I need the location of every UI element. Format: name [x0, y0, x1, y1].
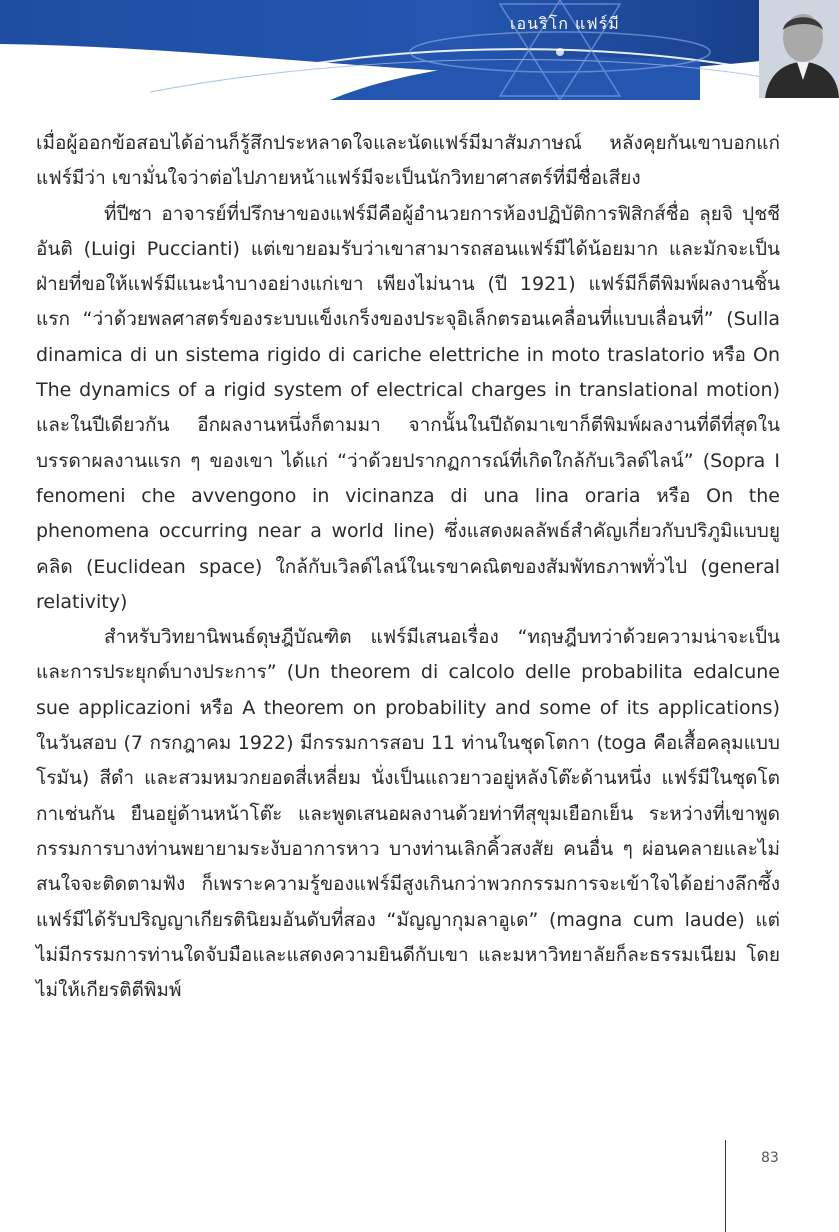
- paragraph: ที่ปีซา อาจารย์ที่ปรึกษาของแฟร์มีคือผู้อำนวยการห้องปฏิบัติการฟิสิกส์ชื่อ ลุยจิ ปุชชีอันติ (Luigi Puccianti) แต่เขายอมรับว่าเขาสามารถสอนแฟร์มีได้น้อยมาก และมักจะเป็นฝ่ายที่ขอให้แฟร์มีแนะนำบางอย่างแก่เขา เพียงไม่นาน (ปี 1921) แฟร์มีก็ตีพิมพ์ผลงานชิ้นแรก “ว่าด้วยพลศาสตร์ของระบบแข็งเกร็งของประจุอิเล็กตรอนเคลื่อนที่แบบเลื่อนที่” (Sulla dinamica di un sistema rigido di cariche elettriche in moto traslatorio หรือ On The dynamics of a rigid system of electrical charges in translational motion) และในปีเดียวกัน อีกผลงานหนึ่งก็ตามมา จากนั้นในปีถัดมาเขาก็ตีพิมพ์ผลงานที่ดีที่สุดในบรรดาผลงานแรก ๆ ของเขา ได้แก่ “ว่าด้วยปรากฏการณ์ที่เกิดใกล้กับเวิลด์ไลน์” (Sopra I fenomeni che avvengono in vicinanza di una lina oraria หรือ On the phenomena occurring near a world line) ซึ่งแสดงผลลัพธ์สำคัญเกี่ยวกับปริภูมิแบบยูคลิด (Euclidean space) ใกล้กับเวิลด์ไลน์ในเรขาคณิตของสัมพัทธภาพทั่วไป (general relativity): [36, 202, 780, 613]
- chapter-title: เอนริโก แฟร์มี: [510, 14, 620, 33]
- footer-divider: [725, 1140, 726, 1232]
- page-number: 83: [761, 1150, 779, 1166]
- paragraph: เมื่อผู้ออกข้อสอบได้อ่านก็รู้สึกประหลาดใจและนัดแฟร์มีมาสัมภาษณ์ หลังคุยกันเขาบอกแก่แฟร์มีว่า เขามั่นใจว่าต่อไปภายหน้าแฟร์มีจะเป็นนักวิทยาศาสตร์ที่มีชื่อเสียง: [36, 132, 780, 190]
- portrait-photo-icon: [759, 0, 839, 98]
- body-text: [36, 126, 780, 1008]
- atom-banner-graphic: [0, 0, 839, 100]
- page-header-banner: [0, 0, 839, 100]
- paragraph: สำหรับวิทยานิพนธ์ดุษฎีบัณฑิต แฟร์มีเสนอเรื่อง “ทฤษฎีบทว่าด้วยความน่าจะเป็นและการประยุกต์บางประการ” (Un theorem di calcolo delle probabilita edalcune sue applicazioni หรือ A theorem on probability and some of its applications) ในวันสอบ (7 กรกฎาคม 1922) มีกรรมการสอบ 11 ท่านในชุดโตกา (toga คือเสื้อคลุมแบบโรมัน) สีดำ และสวมหมวกยอดสี่เหลี่ยม นั่งเป็นแถวยาวอยู่หลังโต๊ะด้านหนึ่ง แฟร์มีในชุดโตกาเช่นกัน ยืนอยู่ด้านหน้าโต๊ะ และพูดเสนอผลงานด้วยท่าทีสุขุมเยือกเย็น ระหว่างที่เขาพูด กรรมการบางท่านพยายามระงับอาการหาว บางท่านเลิกคิ้วสงสัย คนอื่น ๆ ผ่อนคลายและไม่สนใจจะติดตามฟัง ก็เพราะความรู้ของแฟร์มีสูงเกินกว่าพวกกรรมการจะเข้าใจได้อย่างลึกซึ้ง แฟร์มีได้รับปริญญาเกียรตินิยมอันดับที่สอง “มัญญากุมลาอูเด” (magna cum laude) แต่ไม่มีกรรมการท่านใดจับมือและแสดงความยินดีกับเขา และมหาวิทยาลัยก็ละธรรมเนียม โดยไม่ให้เกียรติตีพิมพ์: [36, 626, 780, 1002]
